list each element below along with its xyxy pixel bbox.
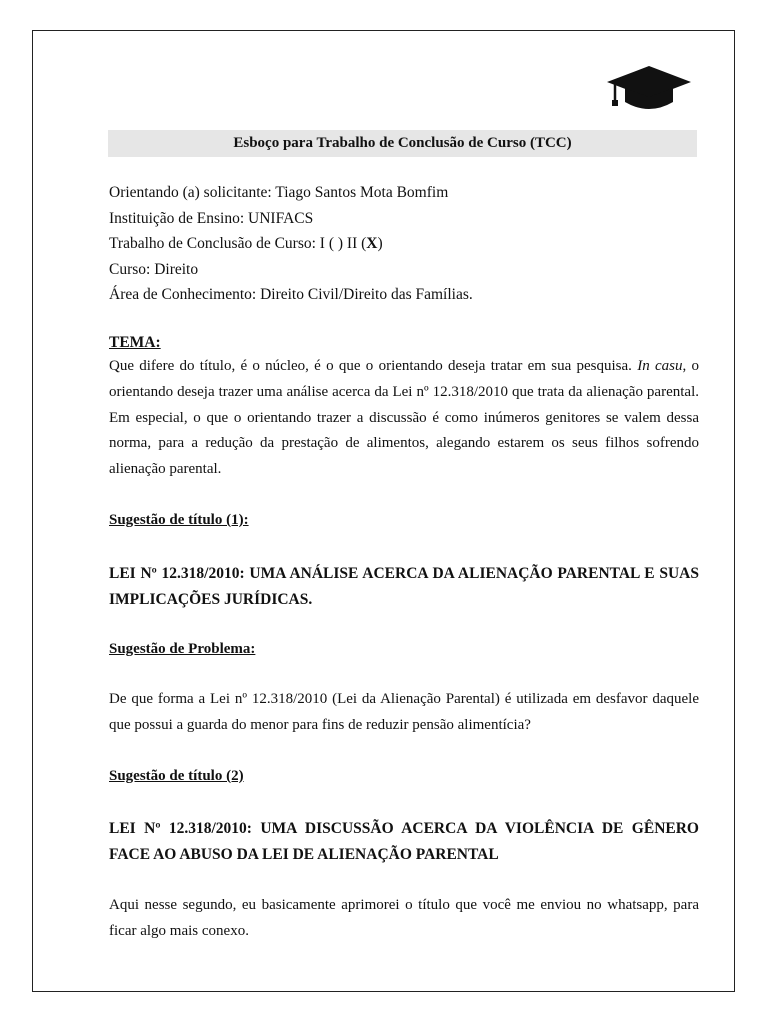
tema-heading: TEMA: <box>109 334 161 351</box>
student-info <box>109 180 709 308</box>
orientando-line: Orientando (a) solicitante: Tiago Santos Mota Bomfim <box>109 184 449 201</box>
sugestao-problema-text: De que forma a Lei nº 12.318/2010 (Lei da Alienação Parental) é utilizada em desfavor daquele que possui a guarda do menor para fins de reduzir pensão alimentícia? <box>109 691 699 733</box>
sugestao-titulo-2-title: LEI Nº 12.318/2010: UMA DISCUSSÃO ACERCA DA VIOLÊNCIA DE GÊNERO FACE AO ABUSO DA LEI DE ALIENAÇÃO PARENTAL <box>109 820 699 863</box>
document-header <box>108 130 697 157</box>
document-title: Esboço para Trabalho de Conclusão de Curso (TCC) <box>233 135 572 151</box>
tema-paragraph <box>109 354 699 483</box>
tcc-prefix: Trabalho de Conclusão de Curso: I ( ) II ( <box>109 235 367 252</box>
tema-italic: In casu <box>637 358 683 374</box>
sugestao-titulo-1-title: LEI Nº 12.318/2010: UMA ANÁLISE ACERCA DA ALIENAÇÃO PARENTAL E SUAS IMPLICAÇÕES JURÍDICAS. <box>109 565 699 608</box>
closing-text: Aqui nesse segundo, eu basicamente aprimorei o título que você me enviou no whatsapp, para ficar algo mais conexo. <box>109 897 699 939</box>
sugestao-titulo-2-heading: Sugestão de título (2) <box>109 768 244 784</box>
area-line: Área de Conhecimento: Direito Civil/Direito das Famílias. <box>109 286 473 303</box>
tcc-line <box>109 231 709 257</box>
sugestao-titulo-1-heading: Sugestão de título (1): <box>109 512 249 528</box>
sugestao-problema-heading: Sugestão de Problema: <box>109 641 256 657</box>
tcc-mark: X <box>366 235 378 252</box>
curso-line: Curso: Direito <box>109 260 199 278</box>
tcc-suffix: ) <box>377 235 383 252</box>
tema-section <box>109 332 699 483</box>
tema-text-1: Que difere do título, é o núcleo, é o que o orientando deseja tratar em sua pesquisa. <box>109 358 638 374</box>
instituicao-line: Instituição de Ensino: UNIFACS <box>109 209 314 227</box>
graduation-cap-icon <box>605 64 693 114</box>
tema-text-2: , o orientando deseja trazer uma análise acerca da Lei nº 12.318/2010 que trata da alienação parental. Em especial, o que o orientando trazer a discussão é como inúmeros genitores se valem dessa norma, para a redução da prestação de alimentos, alegando estarem os seus filhos sofrendo alienação parental. <box>109 358 699 478</box>
